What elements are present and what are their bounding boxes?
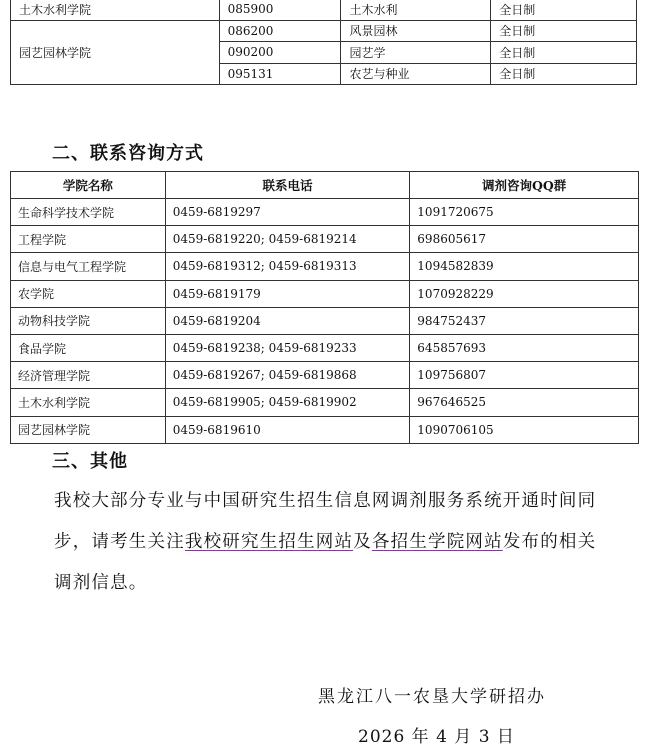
college-cell: 生命科学技术学院 xyxy=(11,199,166,226)
college-cell: 工程学院 xyxy=(11,226,166,253)
table-row xyxy=(11,199,639,226)
phone-cell: 0459-6819905; 0459-6819902 xyxy=(165,389,410,416)
mode-cell: 全日制 xyxy=(491,42,637,64)
table-row xyxy=(11,253,639,280)
phone-cell: 0459-6819312; 0459-6819313 xyxy=(165,253,410,280)
phone-cell: 0459-6819238; 0459-6819233 xyxy=(165,334,410,361)
phone-cell: 0459-6819297 xyxy=(165,199,410,226)
table-row xyxy=(11,226,639,253)
column-header-college: 学院名称 xyxy=(11,172,166,199)
qq-cell: 1094582839 xyxy=(410,253,639,280)
paragraph-text: 我校大部分专业与中国研究生招生信息网调剂服务系统开通时间同步，请考生关注 xyxy=(54,491,597,552)
code-cell: 090200 xyxy=(219,42,341,64)
phone-cell: 0459-6819610 xyxy=(165,416,410,443)
signer: 黑龙江八一农垦大学研招办 xyxy=(318,687,546,707)
table-row xyxy=(11,416,639,443)
table-row xyxy=(11,334,639,361)
qq-cell: 698605617 xyxy=(410,226,639,253)
other-paragraph xyxy=(14,481,604,604)
mode-cell: 全日制 xyxy=(491,20,637,42)
paragraph-text: 及 xyxy=(353,532,372,552)
college-websites-link[interactable]: 各招生学院网站 xyxy=(371,532,503,552)
college-cell: 农学院 xyxy=(11,280,166,307)
table-header-row xyxy=(11,172,639,199)
major-cell: 风景园林 xyxy=(341,20,491,42)
code-cell: 095131 xyxy=(219,63,341,85)
qq-cell: 1090706105 xyxy=(410,416,639,443)
phone-cell: 0459-6819179 xyxy=(165,280,410,307)
qq-cell: 967646525 xyxy=(410,389,639,416)
phone-cell: 0459-6819204 xyxy=(165,307,410,334)
table-row xyxy=(11,0,637,20)
section-heading-other: 三、其他 xyxy=(52,451,128,472)
college-cell: 经济管理学院 xyxy=(11,362,166,389)
column-header-phone: 联系电话 xyxy=(165,172,410,199)
college-cell: 园艺园林学院 xyxy=(11,20,220,85)
college-cell: 信息与电气工程学院 xyxy=(11,253,166,280)
major-cell: 土木水利 xyxy=(341,0,491,20)
mode-cell: 全日制 xyxy=(491,0,637,20)
section-heading-contact: 二、联系咨询方式 xyxy=(52,143,204,164)
college-cell: 园艺园林学院 xyxy=(11,416,166,443)
table-row xyxy=(11,280,639,307)
phone-cell: 0459-6819267; 0459-6819868 xyxy=(165,362,410,389)
column-header-qq: 调剂咨询QQ群 xyxy=(410,172,639,199)
program-table xyxy=(10,0,637,85)
qq-cell: 984752437 xyxy=(410,307,639,334)
contact-table xyxy=(10,171,639,444)
table-row xyxy=(11,362,639,389)
date: 2026 年 4 月 3 日 xyxy=(358,727,515,747)
table-row xyxy=(11,389,639,416)
major-cell: 农艺与种业 xyxy=(341,63,491,85)
paragraph-text: 发布的相关调剂信息。 xyxy=(54,532,597,593)
qq-cell: 1070928229 xyxy=(410,280,639,307)
major-cell: 园艺学 xyxy=(341,42,491,64)
college-cell: 土木水利学院 xyxy=(11,389,166,416)
school-admission-website-link[interactable]: 我校研究生招生网站 xyxy=(184,532,354,552)
code-cell: 085900 xyxy=(219,0,341,20)
qq-cell: 645857693 xyxy=(410,334,639,361)
college-cell: 动物科技学院 xyxy=(11,307,166,334)
college-cell: 土木水利学院 xyxy=(11,0,220,20)
phone-cell: 0459-6819220; 0459-6819214 xyxy=(165,226,410,253)
qq-cell: 109756807 xyxy=(410,362,639,389)
code-cell: 086200 xyxy=(219,20,341,42)
table-row xyxy=(11,307,639,334)
mode-cell: 全日制 xyxy=(491,63,637,85)
table-row xyxy=(11,20,637,42)
qq-cell: 1091720675 xyxy=(410,199,639,226)
paragraph-text-1 xyxy=(14,481,604,604)
college-cell: 食品学院 xyxy=(11,334,166,361)
